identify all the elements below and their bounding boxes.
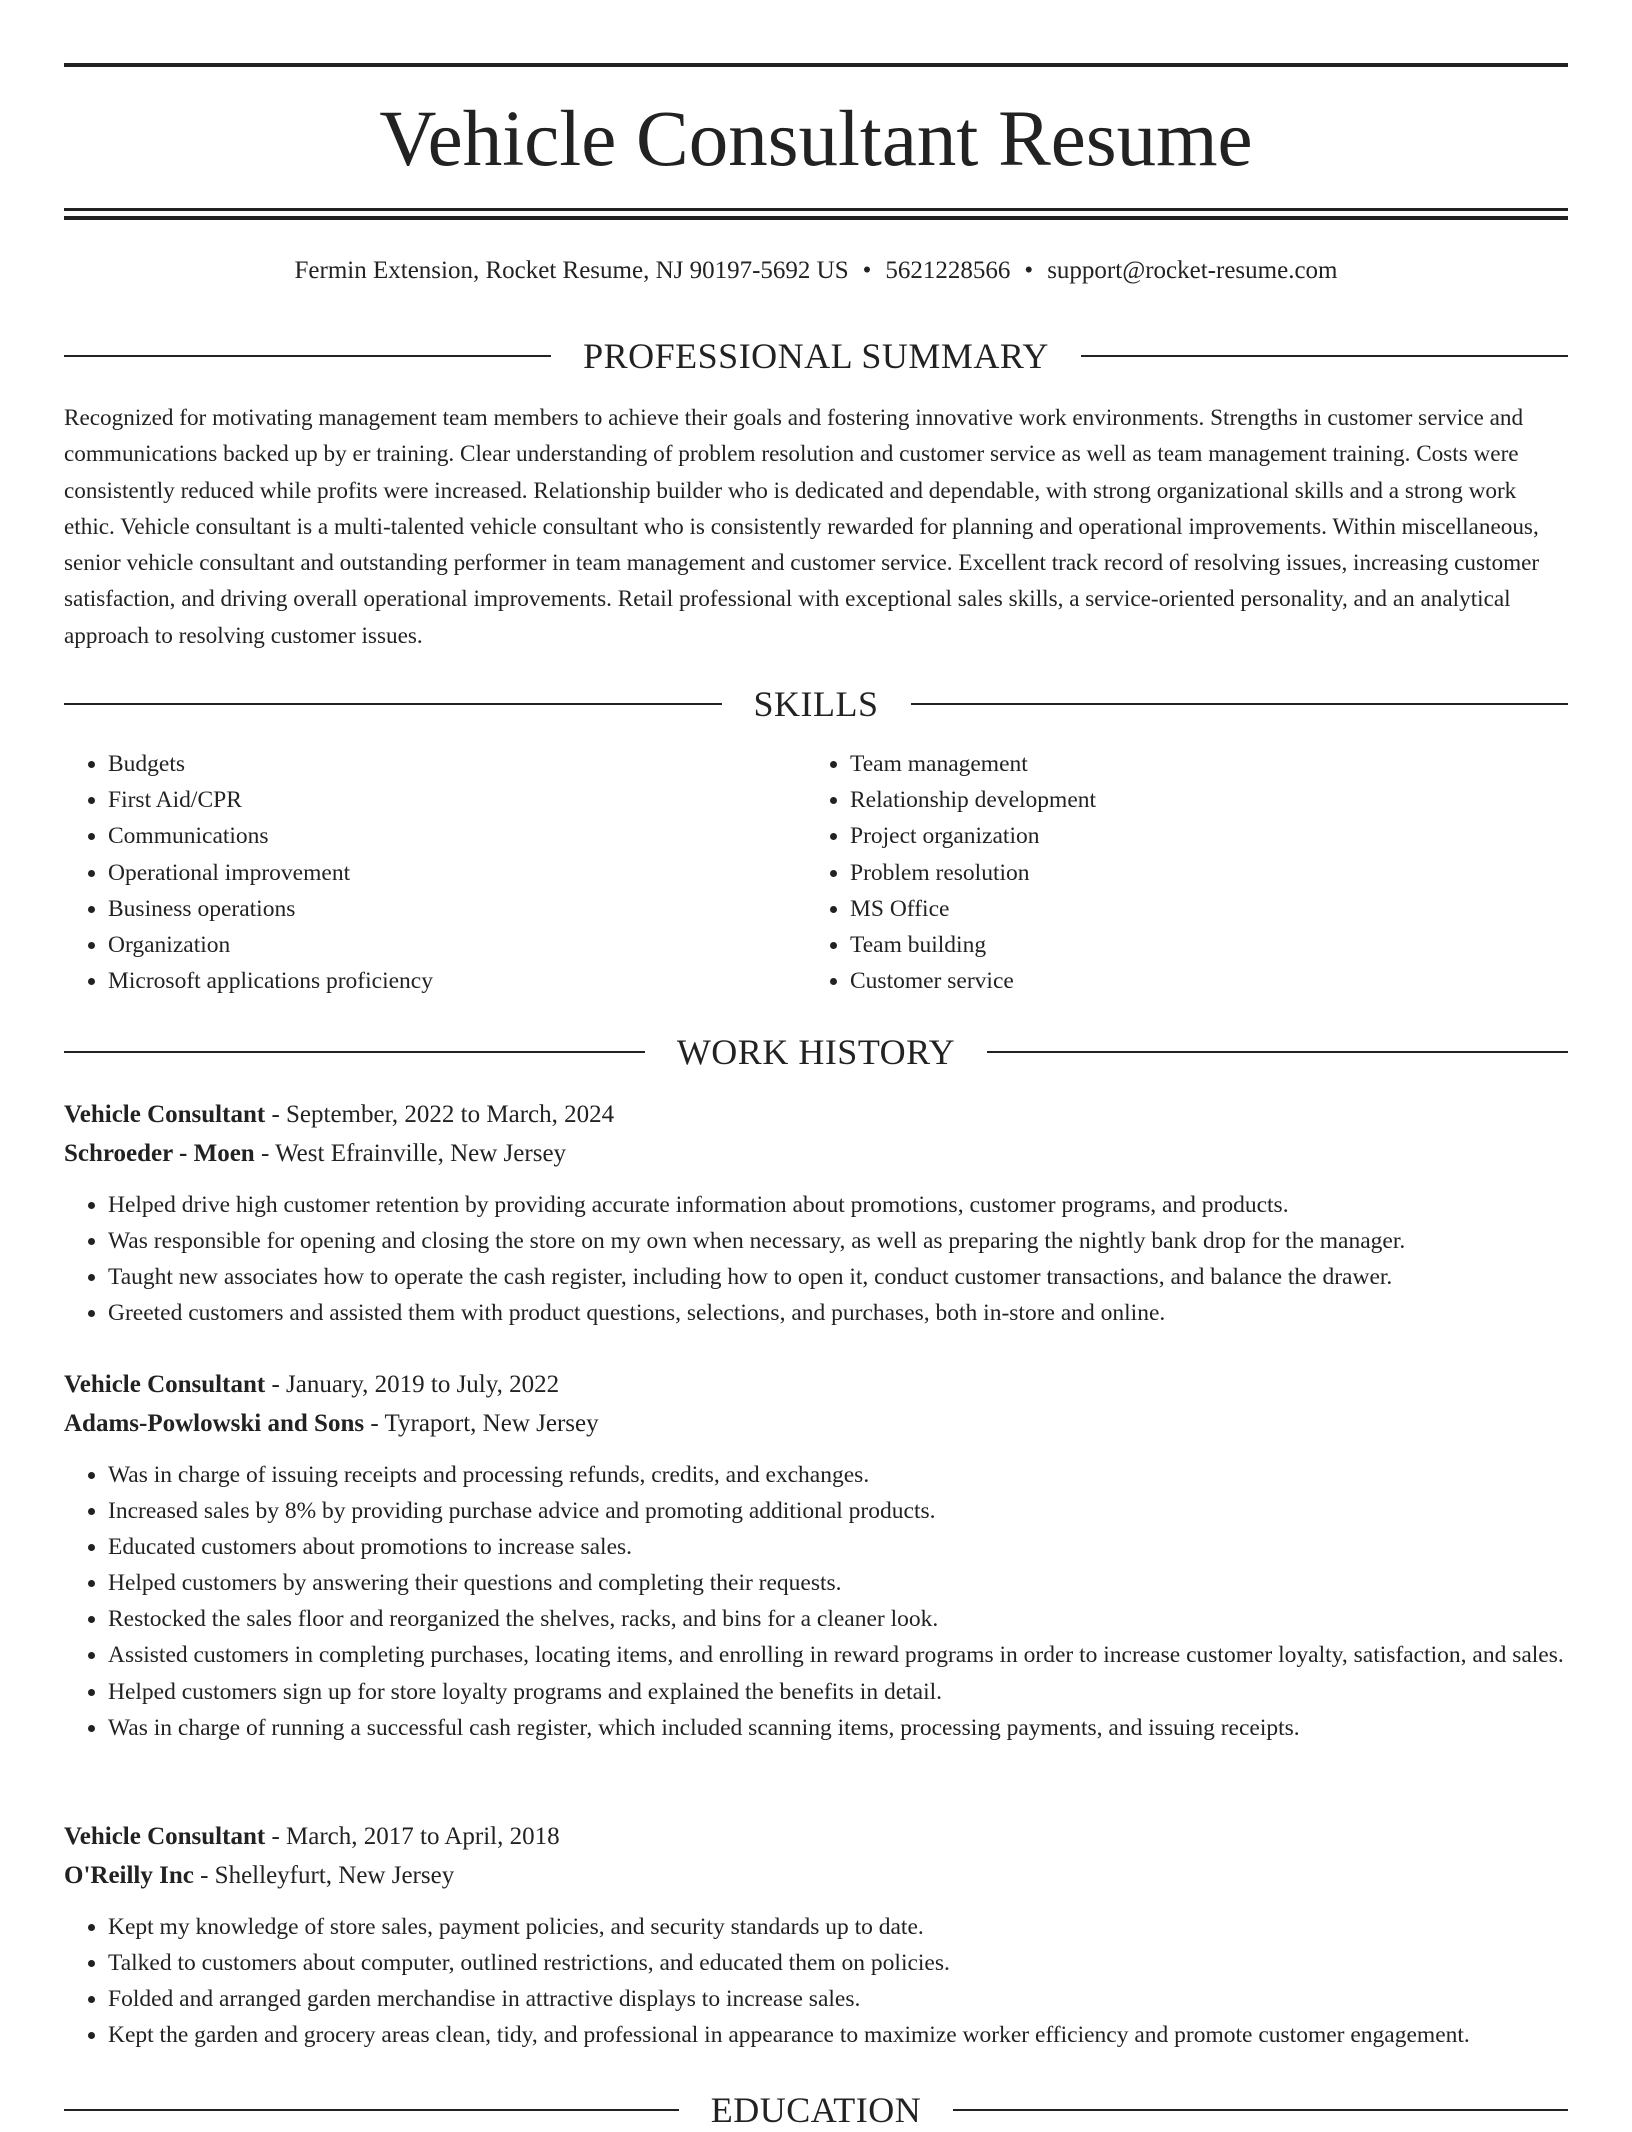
job-company-line xyxy=(64,1135,1568,1173)
job-bullet: • Talked to customers about computer, outlined restrictions, and educated them on policies. xyxy=(108,1945,1568,1981)
section-rule xyxy=(64,703,722,705)
section-title: SKILLS xyxy=(753,684,879,724)
section-title: PROFESSIONAL SUMMARY xyxy=(583,336,1049,376)
skills-list xyxy=(64,746,1568,999)
section-title: EDUCATION xyxy=(710,2090,922,2130)
skill-item: • Budgets xyxy=(108,746,806,782)
job-entry-2 xyxy=(64,1366,1568,1746)
contact-address: Fermin Extension, Rocket Resume, NJ 90197-5692 US xyxy=(294,257,849,284)
job-title-line xyxy=(64,1096,1568,1134)
job-bullet: • Increased sales by 8% by providing purchase advice and promoting additional products. xyxy=(108,1493,1568,1529)
section-header-work-history xyxy=(64,1030,1568,1074)
title-rule-lower xyxy=(64,216,1568,220)
section-header-education xyxy=(64,2088,1568,2132)
resume-title: Vehicle Consultant Resume xyxy=(379,96,1253,183)
job-bullet: • Helped customers sign up for store loyalty programs and explained the benefits in detail. xyxy=(108,1674,1568,1710)
job-dates: - January, 2019 to July, 2022 xyxy=(265,1371,560,1398)
job-bullet: • Helped customers by answering their questions and completing their requests. xyxy=(108,1565,1568,1601)
job-bullet: • Was in charge of running a successful cash register, which included scanning items, processing payments, and issuing receipts. xyxy=(108,1710,1568,1746)
skills-column-right xyxy=(806,746,1548,999)
job-bullet: • Educated customers about promotions to increase sales. xyxy=(108,1529,1568,1565)
skill-item: • Business operations xyxy=(108,891,806,927)
skill-item: • Organization xyxy=(108,927,806,963)
job-company: O'Reilly Inc xyxy=(64,1862,194,1889)
job-bullet: • Was in charge of issuing receipts and processing refunds, credits, and exchanges. xyxy=(108,1457,1568,1493)
job-location: - Tyraport, New Jersey xyxy=(364,1410,599,1437)
title-rule-upper xyxy=(64,208,1568,211)
top-rule xyxy=(64,63,1568,67)
section-rule xyxy=(1081,355,1568,357)
job-title-line xyxy=(64,1818,1568,1856)
contact-email: support@rocket-resume.com xyxy=(1047,257,1338,284)
skills-column-left xyxy=(64,746,806,999)
contact-line xyxy=(64,254,1568,288)
job-title-line xyxy=(64,1366,1568,1404)
summary-paragraph: Recognized for motivating management team members to achieve their goals and fostering innovative work environments. Strengths in customer service and communications backed up by er training. Clear understanding of problem resolution and customer service as well as team management training. Costs were consistently reduced while profits were increased. Relationship builder who is dedicated and dependable, with strong organizational skills and a strong work ethic. Vehicle consultant is a multi-talented vehicle consultant who is consistently rewarded for planning and operational improvements. Within miscellaneous, senior vehicle consultant and outstanding performer in team management and customer service. Excellent track record of resolving issues, increasing customer satisfaction, and driving overall operational improvements. Retail professional with exceptional sales skills, a service-oriented personality, and an analytical approach to resolving customer issues. xyxy=(64,405,1540,649)
job-bullet: • Greeted customers and assisted them with product questions, selections, and purchases, both in-store and online. xyxy=(108,1295,1568,1331)
section-header-summary xyxy=(64,334,1568,378)
job-title: Vehicle Consultant xyxy=(64,1101,266,1128)
job-dates: - March, 2017 to April, 2018 xyxy=(265,1823,560,1850)
job-bullet: • Taught new associates how to operate the cash register, including how to open it, conduct customer transactions, and balance the drawer. xyxy=(108,1259,1568,1295)
skill-item: • Team building xyxy=(850,927,1548,963)
skill-item: • Microsoft applications proficiency xyxy=(108,963,806,999)
job-location: - Shelleyfurt, New Jersey xyxy=(193,1862,455,1889)
section-header-skills xyxy=(64,682,1568,726)
contact-phone: 5621228566 xyxy=(885,257,1011,284)
section-rule xyxy=(987,1051,1568,1053)
job-bullet: • Was responsible for opening and closing the store on my own when necessary, as well as preparing the nightly bank drop for the manager. xyxy=(108,1223,1568,1259)
job-entry-1 xyxy=(64,1096,1568,1331)
skill-item: • MS Office xyxy=(850,891,1548,927)
skill-item: • Project organization xyxy=(850,818,1548,854)
section-title: WORK HISTORY xyxy=(676,1032,956,1072)
skill-item: • Communications xyxy=(108,818,806,854)
job-company-line xyxy=(64,1405,1568,1443)
job-company-line xyxy=(64,1857,1568,1895)
section-rule xyxy=(953,2109,1568,2111)
skill-item: • First Aid/CPR xyxy=(108,782,806,818)
job-bullet: • Kept my knowledge of store sales, payment policies, and security standards up to date. xyxy=(108,1909,1568,1945)
job-bullets xyxy=(64,1909,1568,2053)
job-bullet: • Helped drive high customer retention by providing accurate information about promotions, customer programs, and products. xyxy=(108,1187,1568,1223)
job-bullet: • Folded and arranged garden merchandise in attractive displays to increase sales. xyxy=(108,1981,1568,2017)
job-bullet: • Assisted customers in completing purchases, locating items, and enrolling in reward programs in order to increase customer loyalty, satisfaction, and sales. xyxy=(108,1637,1568,1673)
skill-item: • Problem resolution xyxy=(850,855,1548,891)
job-dates: - September, 2022 to March, 2024 xyxy=(265,1101,615,1128)
job-company: Adams-Powlowski and Sons xyxy=(64,1410,365,1437)
skill-item: • Relationship development xyxy=(850,782,1548,818)
job-bullet: • Restocked the sales floor and reorganized the shelves, racks, and bins for a cleaner look. xyxy=(108,1601,1568,1637)
section-rule xyxy=(64,355,551,357)
job-bullet: • Kept the garden and grocery areas clean, tidy, and professional in appearance to maximize worker efficiency and promote customer engagement. xyxy=(108,2017,1568,2053)
job-entry-3 xyxy=(64,1818,1568,2053)
contact-separator: • xyxy=(1024,257,1034,284)
job-title: Vehicle Consultant xyxy=(64,1371,266,1398)
job-location: - West Efrainville, New Jersey xyxy=(254,1140,567,1167)
job-bullets xyxy=(64,1457,1568,1746)
job-bullets xyxy=(64,1187,1568,1331)
section-rule xyxy=(64,1051,645,1053)
job-title: Vehicle Consultant xyxy=(64,1823,266,1850)
section-rule xyxy=(911,703,1569,705)
skill-item: • Customer service xyxy=(850,963,1548,999)
skill-item: • Operational improvement xyxy=(108,855,806,891)
section-rule xyxy=(64,2109,679,2111)
skill-item: • Team management xyxy=(850,746,1548,782)
job-company: Schroeder - Moen xyxy=(64,1140,255,1167)
contact-separator: • xyxy=(862,257,872,284)
